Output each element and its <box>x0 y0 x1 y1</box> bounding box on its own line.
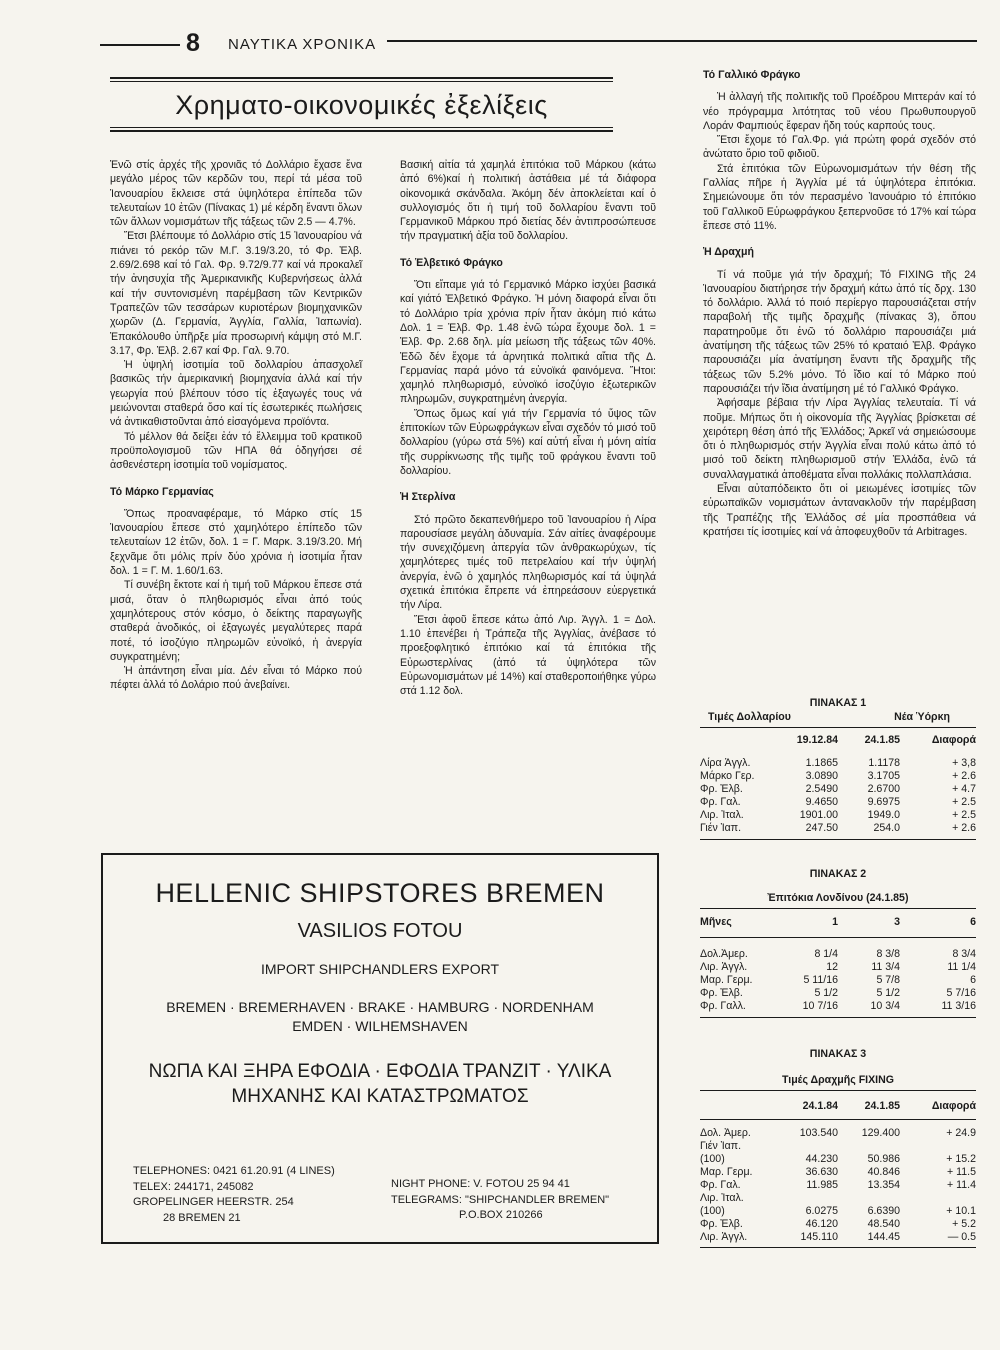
table-cell: + 2.5 <box>952 796 976 808</box>
table-row <box>700 948 976 961</box>
table-row <box>700 757 976 770</box>
ad-business-line: IMPORT SHIPCHANDLERS EXPORT <box>260 961 500 977</box>
paragraph: Ἔτσι ἀφοῦ ἔπεσε κάτω ἀπό Λιρ. Ἀγγλ. 1 = Δολ. 1.10 ἐπενέβει ἡ Τράπεζα τῆς Ἀγγλίας, ἀνέβασε τό προεξοφλητικό ἐπιτόκιο καί τά ἐπιτόκια τῆς Εὐρωστερλίνας (ἀπό τά ὑψηλότερα τῶν Εὐρωνομισμάτων μέ 14%) καί σταθεροποιήθηκε γύρω στά 1.12 δολ. <box>400 613 656 698</box>
paragraph: Ἡ ἀλλαγή τῆς πολιτικῆς τοῦ Προέδρου Μιττεράν καί τό νέο πρόγραμμα λιτότητας τοῦ νέου Πρωθυπουργοῦ Λοράν Φαμπιούς ἔφεραν ἤδη τούς καρπούς τους. <box>703 91 976 132</box>
table-cell: 6 <box>970 974 976 986</box>
table-cell: 1.1865 <box>805 757 838 769</box>
table-cell: + 4.7 <box>952 783 976 795</box>
table-row <box>700 1231 976 1244</box>
table-cell: Φρ. Γαλλ. <box>700 1000 746 1012</box>
column-header <box>700 1100 784 1113</box>
subheading-drachma: Ἡ Δραχμή <box>703 246 754 259</box>
table-cell: 247.50 <box>805 822 838 834</box>
paragraph: Τί νά ποῦμε γιά τήν δραχμή; Τό FIXING τῆς 24 Ἰανουαρίου διατήρησε τήν δραχμή κάτω ἀπό τίς δρχ. 130 τό δολλάριο. Ἀλλά τό ποιό περίεργο παρουσιάζεται στήν παραβολή τῆς τιμῆς δραχμῆς (πίνακας 3), ὅπου παρατηροῦμε ὅτι ἐνῶ τό δολλάριο παρουσιάζει μιά ἀνατίμηση τῆς τάξεως τῶν 25% τό κραταιό Ἐλβ. Φράγκο παρουσιάζει μία ἀνατίμηση ἔναντι τῆς δραχμῆς τῆς τάξεως τῶν 5.2% μόνο. Τό ἴδιο καί τό Μάρκο πού παρουσιάζει τήν ἴδια ἀνατίμηση μέ τό Γαλλικό Φράγκο. <box>703 268 976 395</box>
table-cell: Λιρ. Ἰταλ. <box>700 809 744 821</box>
paragraph: Εἶναι αὐταπόδεικτο ὅτι οἱ μειωμένες ἰσοτιμίες τῶν εὐρωπαϊκῶν νομισμάτων ἀντανακλοῦν τήν παρέμβαση τῆς Τραπέζης τῆς Ἑλλάδος σέ μία προσπάθεια νά κρατήσει τίς ἰσοτιμίες καί νά ἀποφευχθοῦν τά Arbitrages. <box>703 483 976 538</box>
table-cell: 2.5490 <box>805 783 838 795</box>
table-cell: 145.110 <box>800 1231 838 1243</box>
ad-ports: EMDEN · WILHEMSHAVEN <box>292 1018 468 1034</box>
advertisement-box <box>101 853 659 1244</box>
paragraph: Ἀφήσαμε βέβαια τήν Λίρα Ἀγγλίας τελευταία. Τί νά ποῦμε. Μήπως ὅτι ἡ οἰκονομία τῆς Ἀγγλίας βρίσκεται σέ χειρότερη θέση ἀπό τῆς Ἑλλάδος; Ἀρκεῖ νά σημειώσουμε ὅτι ὁ πληθωρισμός στήν Ἀγγλία εἶναι πολύ κάτω ἀπό τό μισό τοῦ δείκτη πληθωρισμοῦ στήν Ἑλλάδα, ἐνῶ τά συναλλαγματικά ἀποθέματα εἶναι πολλάκις πολλαπλάσια. <box>703 397 976 481</box>
table-cell: + 2.6 <box>952 822 976 834</box>
table-row <box>700 987 976 1000</box>
column-header <box>700 734 784 747</box>
table-header-row <box>700 734 976 747</box>
table-cell: 40.846 <box>867 1166 900 1178</box>
table-row <box>700 822 976 835</box>
paragraph: Τό μέλλον θά δείξει ἐάν τό ἔλλειμμα τοῦ κρατικοῦ προϋπολογισμοῦ τῶν ΗΠΑ θά ὁδηγήσει σέ ἀσθενέστερη ἰσοτιμία τοῦ νομίσματος. <box>110 430 362 472</box>
table-cell: 11.985 <box>806 1179 838 1191</box>
page-number: 8 <box>186 29 200 57</box>
subheading-sterling: Ἡ Στερλίνα <box>400 491 456 504</box>
paragraph: Ἔτσι βλέπουμε τό Δολλάριο στίς 15 Ἰανουαρίου νά πιάνει τό ρεκόρ τῶν Μ.Γ. 3.19/3.20, τό Φρ. Ἐλβ. 2.69/2.698 καί τό Γαλ. Φρ. 9.72/9.77 καί νά προκαλεῖ τήν ἀνησυχία τῆς Ἀμερικανικῆς Κυβερνήσεως ἀλλά καί τήν συντονισμένη παρέμβαση τῶν Κεντρικῶν Τραπεζῶν τῶν τεσσάρων κυριοτέρων βιομηχανικῶν χωρῶν (Δ. Γερμανία, Ἀγγλία, Γαλλία, Ἰαπωνία). Ἐπακόλουθο ὑπῆρξε μία προσωρινή κάμψη στό Μ.Γ. 3.17, Φρ. Ἐλβ. 2.67 καί Φρ. Γαλ. 9.70. <box>110 230 362 357</box>
column-header: 24.1.85 <box>864 734 900 746</box>
ad-telegrams: TELEGRAMS: "SHIPCHANDLER BREMEN" <box>391 1193 610 1206</box>
table-cell: 46.120 <box>805 1218 838 1230</box>
table-subtitle: Ἐπιτόκια Λονδίνου (24.1.85) <box>767 892 909 904</box>
column-header: 24.1.84 <box>802 1100 838 1112</box>
paragraph: Ἔτσι ἔχομε τό Γαλ.Φρ. γιά πρώτη φορά σχεδόν στό ἀνώτατο ὅριο τοῦ φιδιοῦ. <box>703 134 976 161</box>
table-cell: 8 3/8 <box>876 948 900 960</box>
table-subtitle: Τιμές Δραχμῆς FIXING <box>781 1074 895 1086</box>
table-cell: 10 7/16 <box>802 1000 838 1012</box>
table-cell: 2.6700 <box>867 783 900 795</box>
ad-owner-name: VASILIOS FOTOU <box>297 920 463 942</box>
table-cell: + 2.5 <box>952 809 976 821</box>
table-cell: 6.0275 <box>805 1205 838 1217</box>
ad-address: GROPELINGER HEERSTR. 254 <box>133 1196 294 1208</box>
ad-telex: TELEX: 244171, 245082 <box>133 1180 254 1193</box>
table-cell: + 2.6 <box>952 770 976 782</box>
paragraph: Τί συνέβη ἔκτοτε καί ἡ τιμή τοῦ Μάρκου ἔπεσε στά μισά, ὅταν ὁ πληθωρισμός εἶναι ἀπό τούς χαμηλότερους στόν κόσμο, ὁ δείκτης παραγωγῆς σταθερά ἀνοδικός, οἱ ἐξαγωγές μεγαλύτερες παρά ποτέ, τό ἰσοζύγιο πληρωμῶν εὐνοϊκό, ἡ ἀνεργία συγκρατημένη; <box>110 579 362 663</box>
paragraph: Ἐνῶ στίς ἀρχές τῆς χρονιᾶς τό Δολλάριο ἔχασε ἕνα μεγάλο μέρος τῶν κερδῶν του, περί τά μέσα τοῦ Ἰανουαρίου ἔκλεισε στά ὑψηλότερα ἐπίπεδα τῶν τελευταίων 10 ἐτῶν (Πίνακας 1) μέ κέρδη ἔναντι ὅλων τῶν ἄλλων νομισμάτων τῆς τάξεως τῶν 2.5 — 4.7%. <box>110 159 362 229</box>
table-row <box>700 961 976 974</box>
ad-ports: BREMEN · BREMERHAVEN · BRAKE · HAMBURG · NORDENHAM <box>166 999 594 1015</box>
table-cell: 3.1705 <box>867 770 900 782</box>
table-cell: Φρ. Γαλ. <box>700 1179 741 1191</box>
table-cell: 1901.00 <box>799 809 838 821</box>
table-cell: 5 11/16 <box>803 974 838 986</box>
table-2 <box>700 868 976 1018</box>
table-cell: 254.0 <box>873 822 900 834</box>
table-header-row <box>700 1100 976 1113</box>
table-cell: Δολ.Ἀμερ. <box>700 948 748 960</box>
table-cell: 3.0890 <box>805 770 838 782</box>
table-caption: ΠΙΝΑΚΑΣ 3 <box>809 1048 867 1060</box>
table-row <box>700 770 976 783</box>
paragraph: Βασική αἰτία τά χαμηλά ἐπιτόκια τοῦ Μάρκου (κάτω ἀπό 6%)καί ἡ πολιτική ἀστάθεια μέ τά διάφορα οἰκονομικά σκάνδαλα. Ἀκόμη δέν ἀποκλείεται καί ὁ συλλογισμός ὅτι ἡ τιμή τοῦ δολλαρίου ἔναντι τοῦ Γερμανικοῦ Μάρκου πρό διετίας δέν ἀντιπροσώπευσε τήν πραγματική ἀξία τοῦ δολλαρίου. <box>400 159 656 243</box>
table-row <box>700 796 976 809</box>
table-header-row <box>700 916 976 929</box>
table-cell: 44.230 <box>805 1153 838 1165</box>
paragraph: Στά ἐπιτόκια τῶν Εὐρωνομισμάτων τήν θέση τῆς Γαλλίας πῆρε ἡ Ἀγγλία μέ τά ὑψηλότερα ἐπιτόκια. Σημειώνουμε ὅτι τόν περασμένο Ἰανουάριο τό ἐπιτόκιο τοῦ Γαλλικοῦ Εὐρωφράγκου ξεπερνοῦσε τό 17% καί τώρα ἔπεσε στό 11%. <box>703 162 976 232</box>
table-row <box>700 1205 976 1218</box>
table-cell: Φρ. Ἐλβ. <box>700 987 743 999</box>
table-row <box>700 783 976 796</box>
table-cell: 103.540 <box>799 1127 838 1139</box>
subheading-german-mark: Τό Μάρκο Γερμανίας <box>110 485 214 498</box>
table-cell: Γιέν Ἰαπ. <box>700 822 742 834</box>
table-cell: 129.400 <box>861 1127 900 1139</box>
table-cell: 48.540 <box>867 1218 900 1230</box>
table-1 <box>700 697 976 840</box>
table-cell: 11 1/4 <box>947 961 976 973</box>
column-header: Διαφορά <box>931 1100 976 1112</box>
table-row <box>700 974 976 987</box>
paragraph: Ἡ ὑψηλή ἰσοτιμία τοῦ δολλαρίου ἀπασχολεῖ βασικῶς τήν ἀμερικανική βιομηχανία ἀλλά καί τήν γεωργία πού βλέπουν τόσο τίς ἐξαγωγές τους νά μειώνονται σταθερά ὅσο καί τίς ἐσωτερικές πωλήσεις νά ἀντικαθιστοῦνται ἀπό εἰσαγόμενα προϊόντα. <box>110 359 362 429</box>
ad-greek-services: ΜΗΧΑΝΗΣ ΚΑΙ ΚΑΤΑΣΤΡΩΜΑΤΟΣ <box>231 1086 529 1107</box>
table-cell: 10 3/4 <box>870 1000 900 1012</box>
table-row <box>700 1218 976 1231</box>
table-cell: — 0.5 <box>947 1231 976 1243</box>
ad-greek-services: ΝΩΠΑ ΚΑΙ ΞΗΡΑ ΕΦΟΔΙΑ · ΕΦΟΔΙΑ ΤΡΑΝΖΙΤ · ΥΛΙΚΑ <box>148 1061 612 1082</box>
table-cell: 50.986 <box>867 1153 900 1165</box>
ad-telephones: TELEPHONES: 0421 61.20.91 (4 LINES) <box>133 1165 335 1177</box>
column-header: 6 <box>970 916 976 928</box>
article-column-1 <box>110 158 362 693</box>
paragraph: Ὅπως ὅμως καί γιά τήν Γερμανία τό ὕψος τῶν ἐπιτοκίων τῶν Εὐρωφράγκων εἶναι σχεδόν τό μισό τοῦ δολλαρίου (γύρω στά 5%) καί αὐτή εἶναι ἡ μόνη αἰτία τῆς συρρίκνωσης τῆς τιμῆς τοῦ φράγκου ἔναντι τοῦ δολλαρίου. <box>400 407 656 477</box>
table-cell: Μαρ. Γερμ. <box>700 1166 753 1178</box>
ad-company-name: HELLENIC SHIPSTORES BREMEN <box>155 878 605 908</box>
table-caption: ΠΙΝΑΚΑΣ 1 <box>809 697 867 709</box>
table-cell: 144.45 <box>867 1231 900 1243</box>
column-header: 3 <box>894 916 900 928</box>
subheading-swiss-franc: Τό Ἑλβετικό Φράγκο <box>400 256 503 269</box>
data-table <box>700 1100 976 1244</box>
ad-address: 28 BREMEN 21 <box>163 1211 241 1224</box>
column-header: 1 <box>832 916 838 928</box>
column-header: 24.1.85 <box>864 1100 900 1112</box>
table-cell: Δολ. Ἀμερ. <box>700 1127 751 1139</box>
article-column-2 <box>400 158 656 698</box>
table-cell: 1949.0 <box>867 809 900 821</box>
table-cell: 36.630 <box>805 1166 838 1178</box>
table-cell: 9.6975 <box>867 796 900 808</box>
publication-name: ΝΑΥΤΙΚΑ ΧΡΟΝΙΚΑ <box>228 36 377 53</box>
table-cell <box>784 1192 838 1205</box>
table-cell <box>784 1140 838 1153</box>
table-row <box>700 1127 976 1140</box>
table-cell: 11 3/4 <box>871 961 900 973</box>
table-row <box>700 1179 976 1192</box>
table-cell <box>900 1192 976 1205</box>
table-cell: 9.4650 <box>805 796 838 808</box>
table-cell: Φρ. Ἐλβ. <box>700 1218 743 1230</box>
table-cell: Φρ. Ἐλβ. <box>700 783 743 795</box>
table-cell: 5 1/2 <box>876 987 900 999</box>
table-cell <box>900 1140 976 1153</box>
table-cell: 5 7/16 <box>946 987 976 999</box>
table-row <box>700 1000 976 1013</box>
column-header: 19.12.84 <box>796 734 838 746</box>
table-subtitle: Νέα Ὑόρκη <box>894 711 950 723</box>
table-cell: + 11.4 <box>947 1179 976 1191</box>
table-cell: + 15.2 <box>946 1153 976 1165</box>
table-cell: + 5.2 <box>952 1218 976 1230</box>
table-cell: + 10.1 <box>946 1205 976 1217</box>
table-cell: Μάρκο Γερ. <box>700 770 755 782</box>
table-row <box>700 1153 976 1166</box>
ad-pobox: P.O.BOX 210266 <box>459 1209 543 1221</box>
article-column-3 <box>703 68 976 539</box>
table-cell: Λιρ. Ἀγγλ. <box>700 961 748 973</box>
table-row <box>700 1166 976 1179</box>
table-cell: 12 <box>826 961 838 973</box>
table-row <box>700 1192 976 1205</box>
column-header: Διαφορά <box>931 734 976 746</box>
paragraph: Ὅτι εἴπαμε γιά τό Γερμανικό Μάρκο ἰσχύει βασικά καί γιάτό Ἑλβετικό Φράγκο. Ἡ μόνη διαφορά εἶναι ὅτι τό Δολλάριο τρία χρόνια πρίν ἦταν ἀκόμη πιό κάτω Δολ. 1 = Ἐλβ. Φρ. 1.48 ἐνῶ τώρα ἔχουμε δολ. 1 = Ἐλβ. Φρ. 2.68 δηλ. μία μείωση τῆς τάξεως τῶν 40%. Ἐδῶ δέν ἔχομε τά ἀρνητικά πολιτικά αἴτια τῆς Δ. Γερμανίας παρά μόνο τά εὐνοϊκά φαινόμενα. Ἤτοι: χαμηλό πληθωρισμό, εὐνοϊκό ἰσοζύγιο ἐξωτερικῶν πληρωμῶν, συγκρατημένη ἀνεργία. <box>400 279 656 406</box>
table-cell: Λίρα Ἀγγλ. <box>700 757 751 769</box>
table-cell: 11 3/16 <box>941 1000 976 1012</box>
table-cell: 6.6390 <box>867 1205 900 1217</box>
paragraph: Ὅπως προαναφέραμε, τό Μάρκο στίς 15 Ἰανουαρίου ἔπεσε στό χαμηλότερο ἐπίπεδο τῶν τελευταίων 12 ἐτῶν, δολ. 1 = Γ. Μαρκ. 3.19/3.20. Μή ξεχνᾶμε ὅτι μόλις πρίν δύο χρόνια ἡ ἰσοτιμία ἦταν δολ. 1 = Γ. Μ. 1.60/1.63. <box>110 507 362 578</box>
table-cell: Γιέν Ἰαπ. <box>700 1140 742 1152</box>
table-cell: 13.354 <box>867 1179 900 1191</box>
table-cell: Μαρ. Γερμ. <box>700 974 753 986</box>
table-cell: Λιρ. Ἰταλ. <box>700 1192 744 1204</box>
data-table <box>700 734 976 835</box>
table-row <box>700 1140 976 1153</box>
table-cell: (100) <box>700 1205 725 1217</box>
paragraph: Στό πρῶτο δεκαπενθήμερο τοῦ Ἰανουαρίου ἡ Λίρα παρουσίασε μεγάλη ἀδυναμία. Σάν αἰτίες ἀναφέρουμε τήν συνεχιζόμενη ἀπεργία τῶν ἀνθρακωρύχων, τίς χαμηλότερες τιμές τοῦ πετρελαίου καί τήν ὑψηλή ἀνεργία, ἐνῶ ὁ χαμηλός πληθωρισμός καί τά ὑψηλά σχετικά ἐπιτόκια ἔπρεπε νά ἐπηρεάσουν εὐεργετικά τήν Λίρα. <box>400 513 656 612</box>
table-3 <box>700 1048 976 1248</box>
subheading-french-franc: Τό Γαλλικό Φράγκο <box>703 69 801 81</box>
table-cell: Φρ. Γαλ. <box>700 796 741 808</box>
table-cell: 8 3/4 <box>952 948 976 960</box>
table-cell: 5 7/8 <box>876 974 900 986</box>
table-cell: + 11.5 <box>947 1166 976 1178</box>
section-title: Χρηματο-οικονομικές ἐξελίξεις <box>175 90 548 120</box>
table-cell: 8 1/4 <box>814 948 838 960</box>
table-cell: 1.1178 <box>868 757 900 769</box>
table-cell: (100) <box>700 1153 725 1165</box>
table-cell: + 24.9 <box>946 1127 976 1139</box>
table-caption: ΠΙΝΑΚΑΣ 2 <box>809 868 867 880</box>
column-header: Μῆνες <box>700 916 732 928</box>
data-table <box>700 916 976 1013</box>
table-cell <box>838 1192 900 1205</box>
table-cell: Λιρ. Ἀγγλ. <box>700 1231 748 1243</box>
paragraph: Ἡ ἀπάντηση εἶναι μία. Δέν εἶναι τό Μάρκο πού πέφτει ἀλλά τό Δολάριο πού ἀνεβαίνει. <box>110 665 362 692</box>
table-subtitle: Τιμές Δολλαρίου <box>708 711 791 723</box>
table-cell: 5 1/2 <box>814 987 838 999</box>
table-cell: + 3,8 <box>952 757 976 769</box>
table-cell <box>838 1140 900 1153</box>
table-row <box>700 809 976 822</box>
ad-night-phone: NIGHT PHONE: V. FOTOU 25 94 41 <box>391 1178 570 1190</box>
